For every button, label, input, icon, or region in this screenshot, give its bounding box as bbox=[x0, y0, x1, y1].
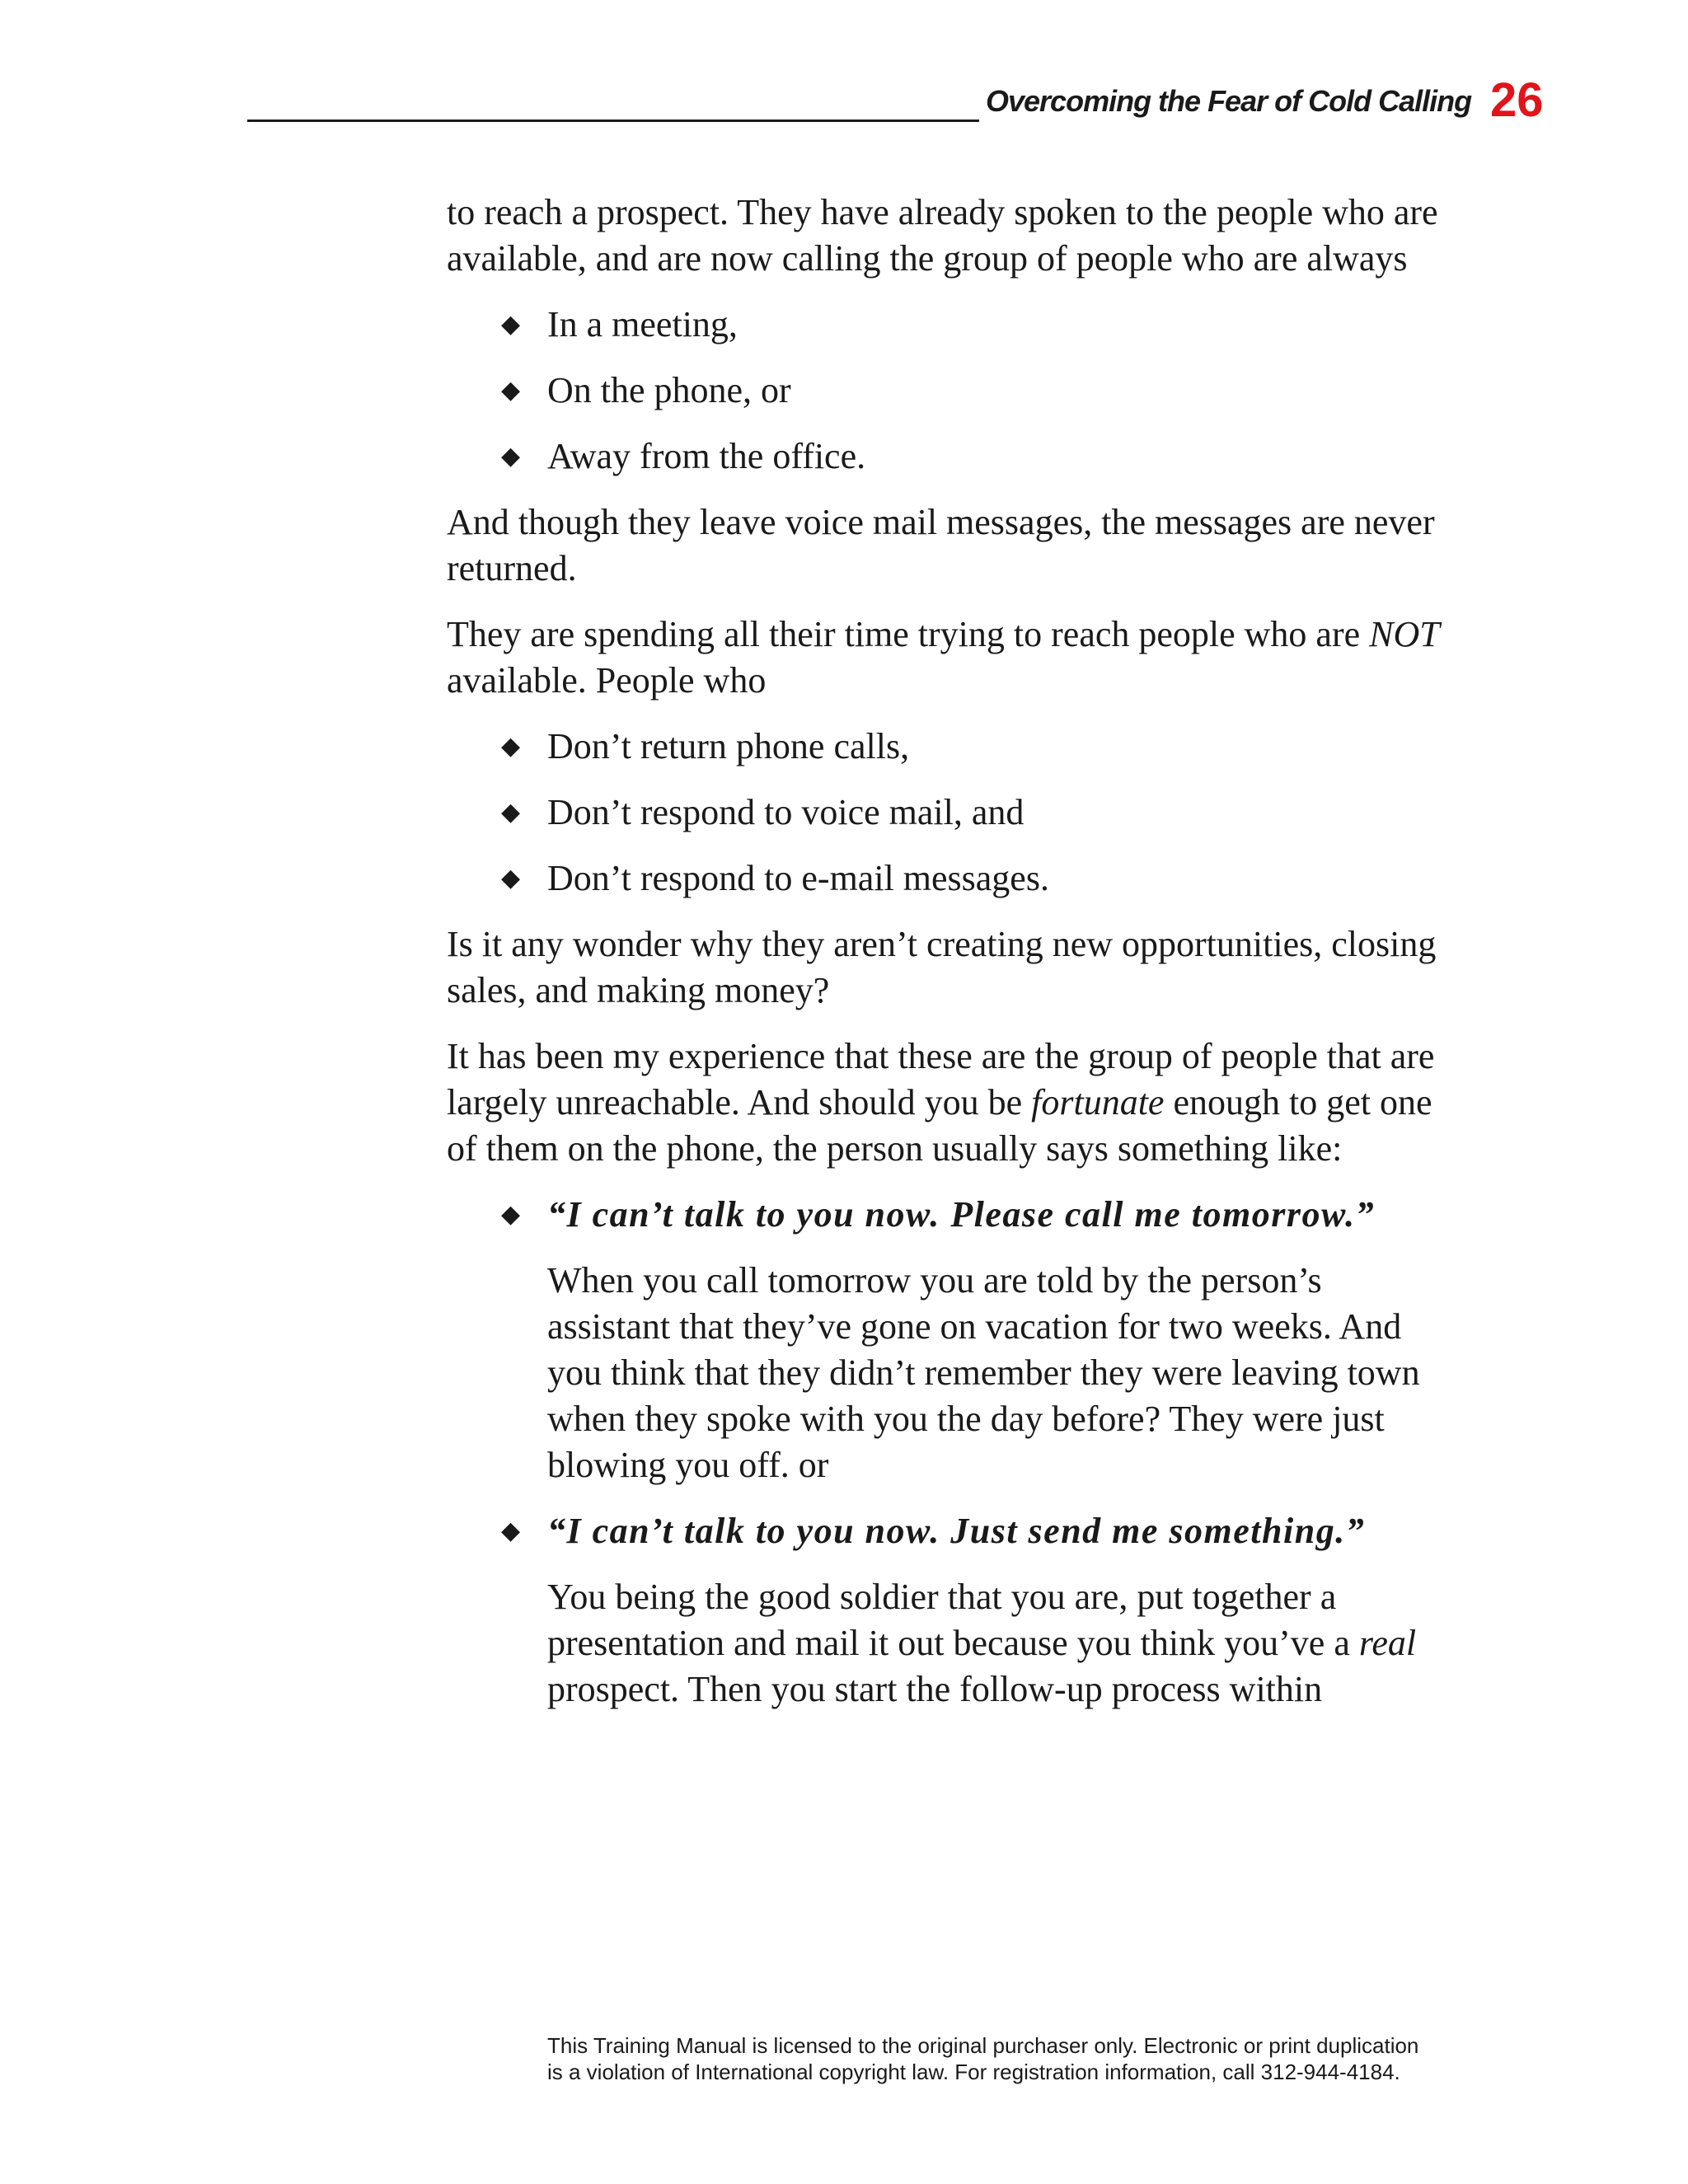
text-run: They are spending all their time trying to reach people who are bbox=[447, 614, 1361, 654]
list-item bbox=[447, 302, 1452, 348]
diamond-bullet-icon: ◆ bbox=[501, 799, 521, 826]
copyright-footer bbox=[547, 2032, 1454, 2085]
running-title: Overcoming the Fear of Cold Calling bbox=[986, 84, 1472, 118]
paragraph: Is it any wonder why they aren’t creating new opportunities, closing sales, and making money? bbox=[447, 924, 1437, 1010]
unresponsive-list bbox=[447, 724, 1452, 902]
quote-text: “I can’t talk to you now. Please call me tomorrow.” bbox=[547, 1194, 1376, 1235]
text-run: available. People who bbox=[447, 660, 767, 701]
diamond-bullet-icon: ◆ bbox=[501, 733, 521, 760]
footer-line: is a violation of International copyright law. For registration information, call 312-944-4184. bbox=[547, 2060, 1400, 2084]
list-item bbox=[447, 434, 1452, 480]
quote-text: “I can’t talk to you now. Just send me something.” bbox=[547, 1511, 1366, 1551]
list-item-text: Don’t return phone calls, bbox=[547, 726, 910, 766]
paragraph: And though they leave voice mail messages, the messages are never returned. bbox=[447, 502, 1435, 588]
paragraph: to reach a prospect. They have already spoken to the people who are available, and are now calling the group of people who are always bbox=[447, 192, 1438, 279]
paragraph bbox=[447, 1033, 1452, 1172]
list-item-text: Away from the office. bbox=[547, 436, 866, 476]
footer-line: This Training Manual is licensed to the original purchaser only. Electronic or print duplication bbox=[547, 2033, 1419, 2058]
list-item-text: In a meeting, bbox=[547, 304, 738, 344]
list-item-text: Don’t respond to voice mail, and bbox=[547, 792, 1025, 832]
quote-list bbox=[447, 1192, 1452, 1238]
diamond-bullet-icon: ◆ bbox=[501, 377, 521, 404]
diamond-bullet-icon: ◆ bbox=[501, 443, 521, 470]
page-header bbox=[247, 73, 1566, 130]
emphasis: NOT bbox=[1369, 614, 1440, 654]
list-item bbox=[447, 368, 1452, 414]
text-run: You being the good soldier that you are, put together a presentation and mail it out because you think you’ve a bbox=[547, 1577, 1350, 1663]
paragraph bbox=[447, 612, 1452, 704]
list-item-text: On the phone, or bbox=[547, 370, 791, 410]
header-rule bbox=[247, 120, 979, 122]
diamond-bullet-icon: ◆ bbox=[501, 311, 521, 338]
list-item bbox=[447, 790, 1452, 836]
text-run: enough to get one of them on the phone, the person usually says something like: bbox=[447, 1082, 1432, 1169]
emphasis: real bbox=[1358, 1623, 1417, 1663]
list-item bbox=[447, 855, 1452, 902]
diamond-bullet-icon: ◆ bbox=[501, 1517, 521, 1544]
diamond-bullet-icon: ◆ bbox=[501, 865, 521, 892]
text-run: It has been my experience that these are the group of people that are largely unreachable. And should you be bbox=[447, 1036, 1435, 1122]
quote-list bbox=[447, 1508, 1452, 1554]
text-run: prospect. Then you start the follow-up process within bbox=[547, 1669, 1323, 1709]
quote-explanation bbox=[547, 1574, 1452, 1713]
list-item bbox=[447, 1508, 1452, 1554]
list-item bbox=[447, 724, 1452, 770]
unavailable-list bbox=[447, 302, 1452, 480]
emphasis: fortunate bbox=[1031, 1082, 1165, 1122]
quote-explanation: When you call tomorrow you are told by the person’s assistant that they’ve gone on vacation for two weeks. And you think that they didn’t remember they were leaving town when they spoke with you the day before? They were just blowing you off. or bbox=[547, 1260, 1420, 1485]
diamond-bullet-icon: ◆ bbox=[501, 1201, 521, 1228]
list-item bbox=[447, 1192, 1452, 1238]
list-item-text: Don’t respond to e-mail messages. bbox=[547, 858, 1049, 898]
page-number: 26 bbox=[1490, 73, 1544, 127]
body-text bbox=[447, 190, 1452, 1732]
